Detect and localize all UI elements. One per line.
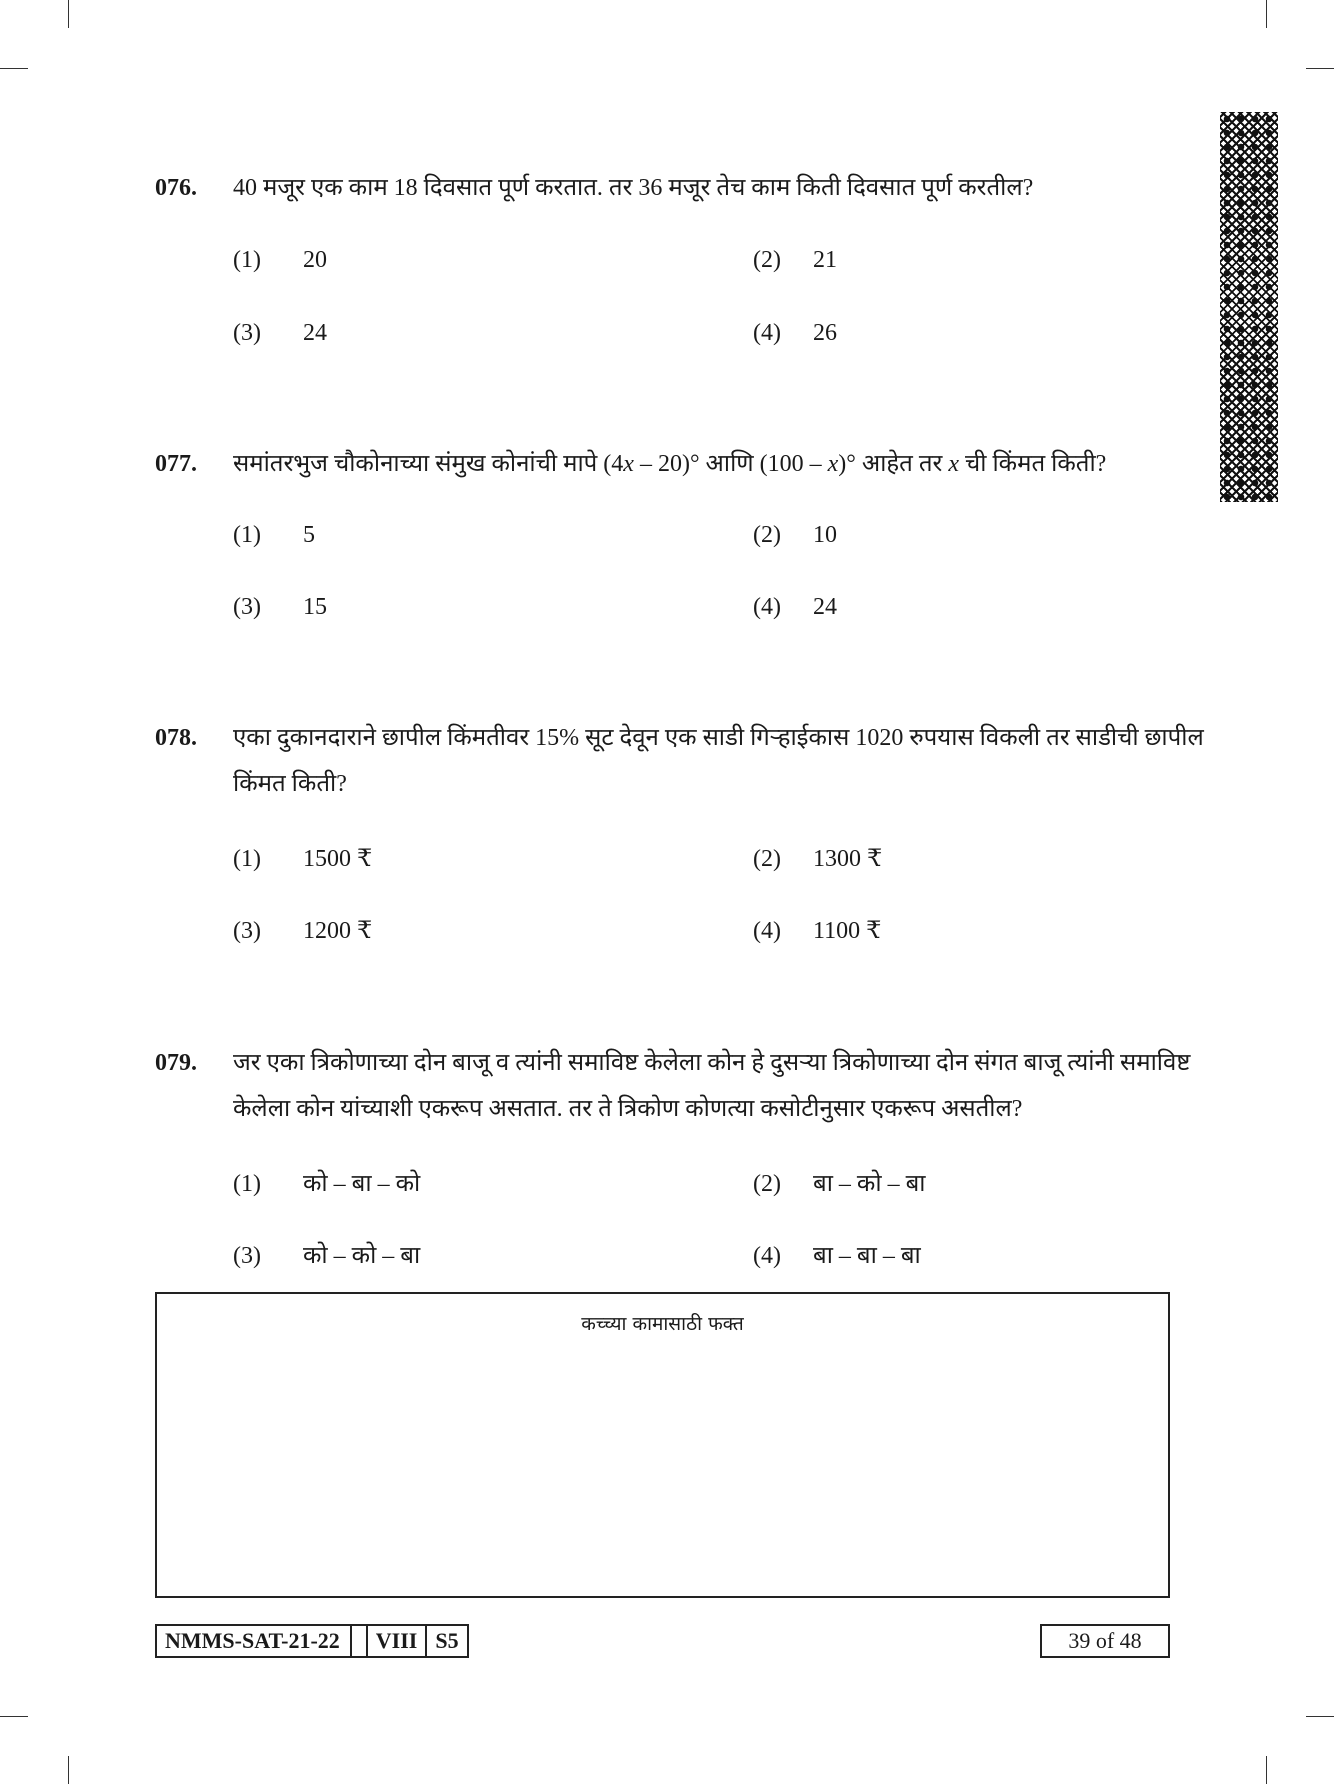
question-text: 40 मजूर एक काम 18 दिवसात पूर्ण करतात. तर 36 मजूर तेच काम किती दिवसात पूर्ण करतील? bbox=[233, 175, 1034, 201]
option-1: (1) को – बा – को bbox=[233, 1171, 421, 1197]
rough-work-box bbox=[155, 1292, 1170, 1598]
footer-divider bbox=[350, 1626, 366, 1656]
crop-mark bbox=[68, 1756, 69, 1784]
question-number: 076. bbox=[155, 175, 197, 201]
class-label: VIII bbox=[366, 1626, 426, 1656]
option-3: (3) 15 bbox=[233, 594, 327, 620]
question-text: जर एका त्रिकोणाच्या दोन बाजू व त्यांनी समाविष्ट केलेला कोन हे दुसऱ्या त्रिकोणाच्या दोन संगत बाजू त्यांनी समाविष्ट केलेला कोन यांच्याशी एकरूप असतात. तर ते त्रिकोण कोणत्या कसोटीनुसार एकरूप असतील? bbox=[233, 1050, 1191, 1122]
question-number: 079. bbox=[155, 1050, 197, 1076]
option-2: (2) 10 bbox=[753, 522, 837, 548]
option-3: (3) 1200 ₹ bbox=[233, 918, 373, 944]
footer-code-box bbox=[155, 1624, 469, 1658]
exam-code: NMMS-SAT-21-22 bbox=[165, 1628, 340, 1653]
option-1: (1) 5 bbox=[233, 522, 315, 548]
option-4: (4) बा – बा – बा bbox=[753, 1243, 921, 1269]
option-3: (3) 24 bbox=[233, 320, 327, 346]
crop-mark bbox=[0, 68, 28, 69]
question-number: 078. bbox=[155, 725, 197, 751]
crop-mark bbox=[1266, 0, 1267, 28]
set-label: S5 bbox=[425, 1626, 466, 1656]
crop-mark bbox=[1306, 1716, 1334, 1717]
page-number: 39 of 48 bbox=[1040, 1624, 1170, 1658]
option-1: (1) 1500 ₹ bbox=[233, 846, 373, 872]
option-2: (2) 1300 ₹ bbox=[753, 846, 883, 872]
crop-mark bbox=[68, 0, 69, 28]
crop-mark bbox=[1306, 68, 1334, 69]
question-number: 077. bbox=[155, 451, 197, 477]
option-4: (4) 26 bbox=[753, 320, 837, 346]
option-2: (2) बा – को – बा bbox=[753, 1171, 926, 1197]
crop-mark bbox=[0, 1716, 28, 1717]
crop-mark bbox=[1266, 1756, 1267, 1784]
option-2: (2) 21 bbox=[753, 247, 837, 273]
option-4: (4) 24 bbox=[753, 594, 837, 620]
question-text: समांतरभुज चौकोनाच्या संमुख कोनांची मापे (4x – 20)° आणि (100 – x)° आहेत तर x ची किंमत किती? bbox=[233, 451, 1107, 477]
option-4: (4) 1100 ₹ bbox=[753, 918, 882, 944]
option-1: (1) 20 bbox=[233, 247, 327, 273]
rough-work-title: कच्च्या कामासाठी फक्त bbox=[581, 1313, 744, 1335]
question-text: एका दुकानदाराने छापील किंमतीवर 15% सूट देवून एक साडी गिऱ्हाईकास 1020 रुपयास विकली तर साडीची छापील किंमत किती? bbox=[233, 725, 1204, 797]
option-3: (3) को – को – बा bbox=[233, 1243, 421, 1269]
